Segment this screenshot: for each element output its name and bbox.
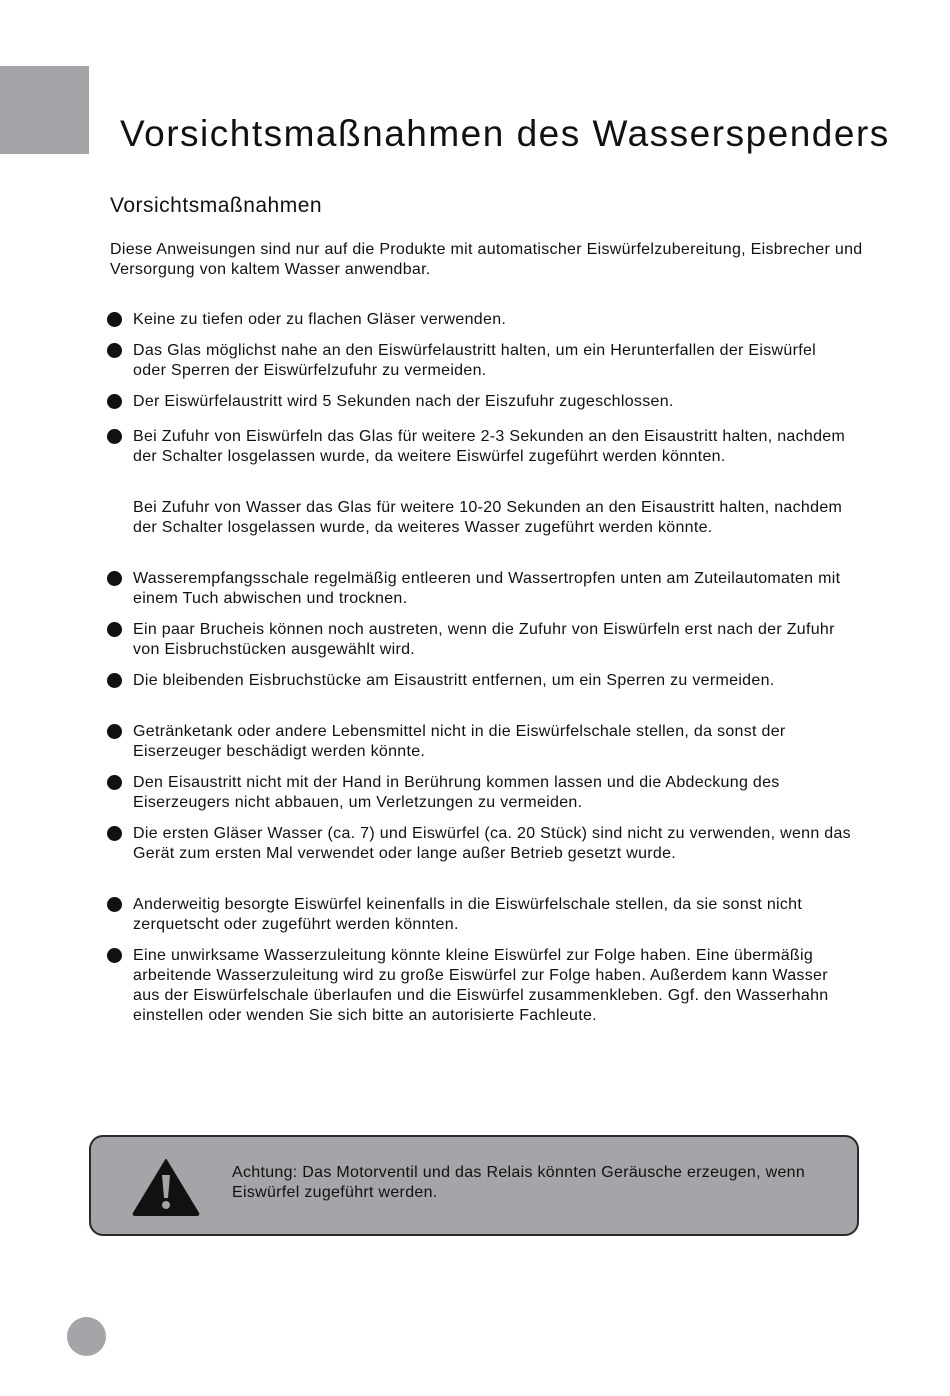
list-item (107, 341, 852, 381)
intro-paragraph: Diese Anweisungen sind nur auf die Produkte mit automatischer Eiswürfelzubereitung, Eisbrecher und Versorgung von kaltem Wasser anwendbar. (110, 241, 863, 278)
list-item (107, 392, 852, 412)
bullet-icon (107, 343, 122, 358)
list-item-continuation: Bei Zufuhr von Wasser das Glas für weitere 10-20 Sekunden an den Eisaustritt halten, nachdem der Schalter losgelassen wurde, da weiteres Wasser zugeführt werden könnte. (133, 499, 843, 536)
bullet-icon (107, 571, 122, 586)
list-item (107, 569, 852, 609)
page-title: Vorsichtsmaßnahmen des Wasserspenders (120, 113, 890, 154)
bullet-icon (107, 897, 122, 912)
bullet-icon (107, 394, 122, 409)
list-item-text: Das Glas möglichst nahe an den Eiswürfelaustritt halten, um ein Herunterfallen der Eiswürfel oder Sperren der Eiswürfelzufuhr zu vermeiden. (133, 342, 817, 379)
list-item (107, 773, 852, 813)
bullet-icon (107, 429, 122, 444)
warning-box (89, 1135, 859, 1236)
list-item-text: Wasserempfangsschale regelmäßig entleeren und Wassertropfen unten am Zuteilautomaten mit einem Tuch abwischen und trocknen. (133, 570, 841, 607)
list-item-text: Bei Zufuhr von Eiswürfeln das Glas für weitere 2-3 Sekunden an den Eisaustritt halten, nachdem der Schalter losgelassen wurde, da weitere Eiswürfel zugeführt werden könnten. (133, 428, 846, 465)
bullet-icon (107, 673, 122, 688)
section-heading: Vorsichtsmaßnahmen (110, 194, 323, 217)
list-item-text: Getränketank oder andere Lebensmittel nicht in die Eiswürfelschale stellen, da sonst der Eiserzeuger beschädigt werden könnte. (133, 723, 786, 760)
list-item-text: Keine zu tiefen oder zu flachen Gläser verwenden. (133, 311, 507, 328)
corner-tab (0, 66, 89, 154)
list-item (107, 620, 852, 660)
list-item-text: Die bleibenden Eisbruchstücke am Eisaustritt entfernen, um ein Sperren zu vermeiden. (133, 672, 775, 689)
list-item-text: Der Eiswürfelaustritt wird 5 Sekunden nach der Eiszufuhr zugeschlossen. (133, 393, 674, 410)
list-item (107, 310, 852, 330)
list-item (107, 946, 852, 1026)
bullet-icon (107, 948, 122, 963)
list-item-text: Anderweitig besorgte Eiswürfel keinenfalls in die Eiswürfelschale stellen, da sie sonst nicht zerquetscht oder zugeführt werden könnten. (133, 896, 803, 933)
list-item-text: Den Eisaustritt nicht mit der Hand in Berührung kommen lassen und die Abdeckung des Eiserzeugers nicht abbauen, um Verletzungen zu vermeiden. (133, 774, 780, 811)
list-item (107, 671, 852, 691)
list-item-text: Ein paar Brucheis können noch austreten, wenn die Zufuhr von Eiswürfeln erst nach der Zufuhr von Eisbruchstücken ausgewählt wird. (133, 621, 835, 658)
list-item-text: Eine unwirksame Wasserzuleitung könnte kleine Eiswürfel zur Folge haben. Eine übermäßig arbeitende Wasserzuleitung wird zu große Eiswürfel zur Folge haben. Außerdem kann Wasser aus der Eiswürfelschale überlaufen und die Eiswürfel zusammenkleben. Ggf. den Wasserhahn einstellen oder wenden Sie sich bitte an autorisierte Fachleute. (133, 947, 829, 1024)
list-item (107, 722, 852, 762)
bullet-icon (107, 775, 122, 790)
page-marker-dot (67, 1317, 106, 1356)
bullet-icon (107, 312, 122, 327)
warning-text: Achtung: Das Motorventil und das Relais könnten Geräusche erzeugen, wenn Eiswürfel zugeführt werden. (232, 1164, 806, 1201)
list-item (107, 824, 852, 864)
bullet-icon (107, 622, 122, 637)
warning-triangle-icon (131, 1157, 201, 1217)
list-item-text: Die ersten Gläser Wasser (ca. 7) und Eiswürfel (ca. 20 Stück) sind nicht zu verwenden, wenn das Gerät zum ersten Mal verwendet oder lange außer Betrieb gesetzt wurde. (133, 825, 851, 862)
bullet-icon (107, 826, 122, 841)
list-item (107, 427, 852, 467)
list-item (107, 895, 852, 935)
bullet-icon (107, 724, 122, 739)
